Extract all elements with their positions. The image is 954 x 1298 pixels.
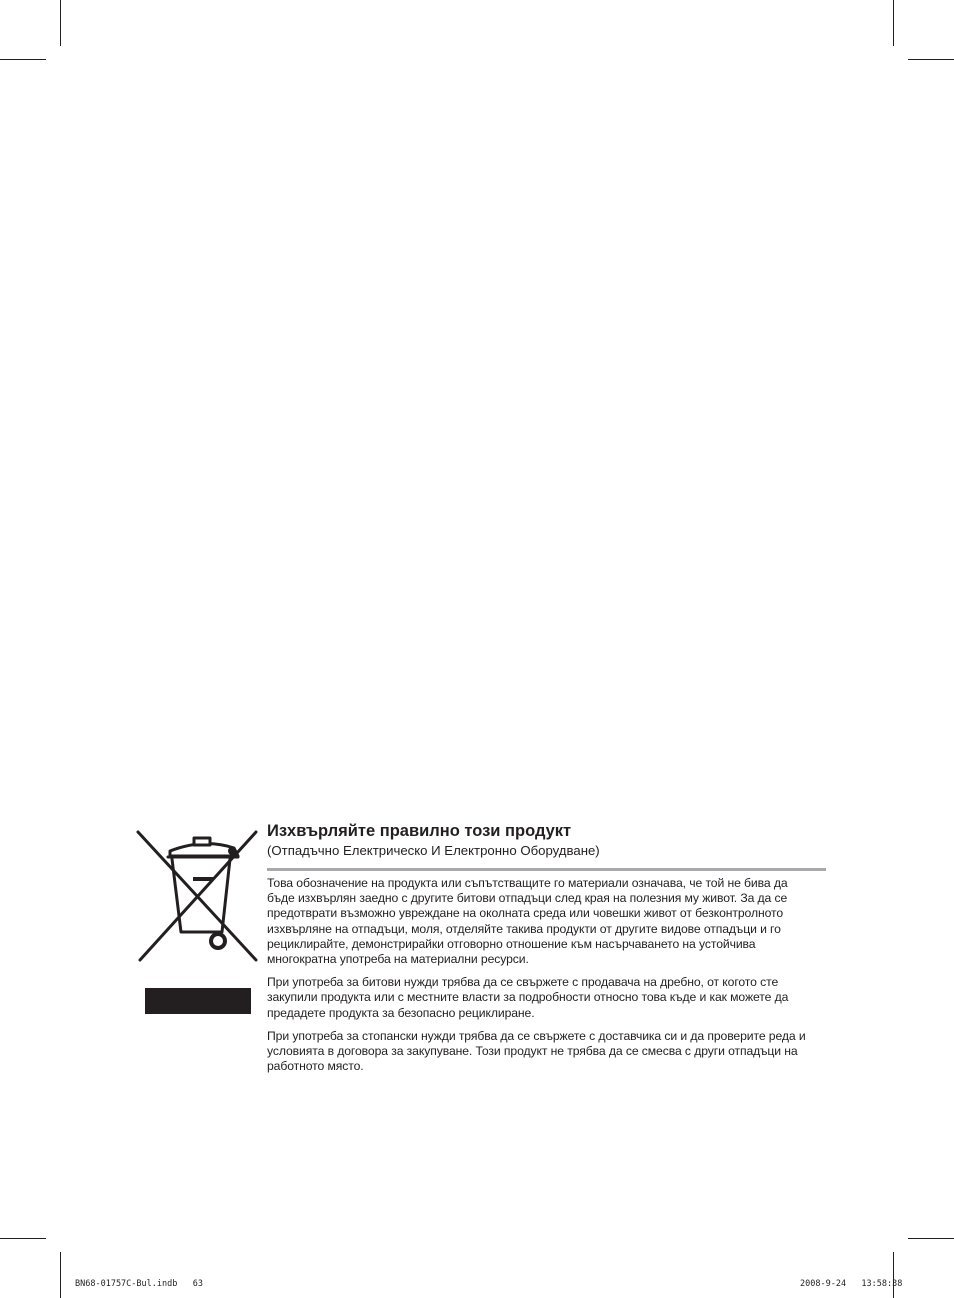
crossed-out-wheelie-bin-icon	[134, 826, 260, 966]
crop-mark-bottom-right-vertical	[893, 1252, 894, 1298]
crop-mark-top-right-vertical	[893, 0, 894, 46]
page-subtitle: (Отпадъчно Електрическо И Електронно Оборудване)	[267, 843, 600, 858]
crop-mark-top-left-horizontal	[0, 59, 46, 60]
disposal-notice	[267, 820, 827, 1082]
weee-black-bar	[145, 988, 251, 1014]
print-slug-timestamp: 2008-9-24 13:58:38	[800, 1279, 903, 1289]
crop-mark-bottom-left-horizontal	[0, 1238, 46, 1239]
crop-mark-bottom-right-horizontal	[908, 1238, 954, 1239]
page-title: Изхвърляйте правилно този продукт	[267, 822, 572, 840]
paragraph-business: При употреба за стопански нужди трябва да се свържете с доставчика си и да проверите реда и условията в договора за закупуване. Този продукт не трябва да се смесва с други отпадъци на работното място.	[267, 1028, 806, 1074]
crop-mark-top-left-vertical	[60, 0, 61, 46]
paragraph-household: При употреба за битови нужди трябва да се свържете с продавача на дребно, от когото сте закупили продукта или с местните власти за подробности относно това къде и как можете да предадете продукта за безопасно рециклиране.	[267, 975, 789, 1020]
crop-mark-top-right-horizontal	[908, 59, 954, 60]
crop-mark-bottom-left-vertical	[60, 1252, 61, 1298]
title-divider	[267, 868, 826, 871]
print-slug-file: BN68-01757C-Bul.indb 63	[75, 1279, 203, 1289]
paragraph-intro: Това обозначение на продукта или съпътстващите го материали означава, че той не бива да бъде изхвърлян заедно с другите битови отпадъци след края на полезния му живот. За да се предотврати възможно увреждане на околната среда или човешки живот от безконтролното изхвърляне на отпадъци, моля, отделяйте такива продукти от другите видове отпадъци и го рециклирайте, демонстрирайки отговорно отношение към насърчаването на устойчива многократна употреба на материални ресурси.	[267, 876, 788, 967]
